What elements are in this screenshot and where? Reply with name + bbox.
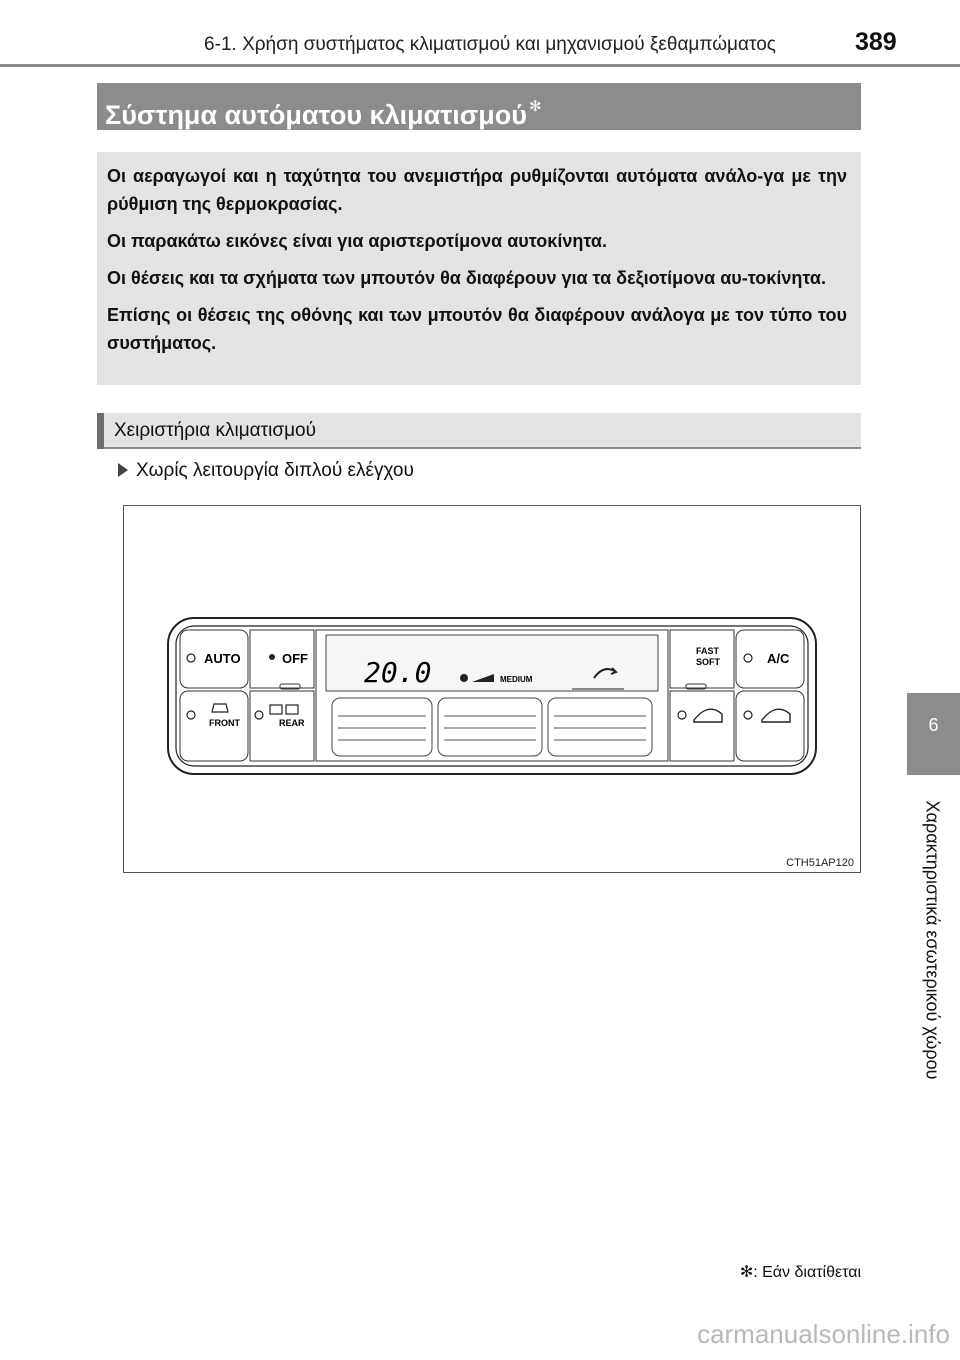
- display-temperature: 20.0: [364, 656, 432, 689]
- climate-panel-figure: [123, 505, 861, 873]
- subsection-accent: [97, 413, 104, 449]
- running-header-title: 6-1. Χρήση συστήματος κλιματισμού και μηχανισμού ξεθαμπώματος: [204, 34, 776, 55]
- svg-text:OFF: OFF: [282, 651, 308, 666]
- bullet-text: Χωρίς λειτουργία διπλού ελέγχου: [136, 460, 414, 481]
- intro-paragraph: Οι αεραγωγοί και η ταχύτητα του ανεμιστήρα ρυθμίζονται αυτόματα ανάλο-γα με την ρύθμιση της θερμοκρασίας.: [107, 166, 847, 214]
- svg-text:SOFT: SOFT: [696, 657, 720, 667]
- watermark: carmanualsonline.info: [697, 1319, 950, 1349]
- page-number: 389: [855, 28, 897, 56]
- intro-box: [97, 152, 861, 385]
- footnote: ✻: Εάν διατίθεται: [739, 1264, 861, 1281]
- intro-paragraph: Επίσης οι θέσεις της οθόνης και των μπουτόν θα διαφέρουν ανάλογα με τον τύπο του συστήματος.: [107, 305, 847, 353]
- display-fan-icon: [460, 674, 468, 682]
- svg-text:AUTO: AUTO: [204, 651, 241, 666]
- figure-code: CTH51AP120: [786, 857, 854, 869]
- subsection-heading-bar: [97, 413, 861, 449]
- section-title-bar: [97, 83, 861, 130]
- section-title: Σύστημα αυτόματου κλιματισμού: [105, 100, 527, 130]
- fan-icon: [269, 654, 275, 660]
- display-mode: MEDIUM: [500, 675, 533, 684]
- optional-equipment-mark: ✻: [528, 98, 542, 115]
- header-divider: [0, 64, 960, 67]
- bullet-item: [118, 460, 414, 482]
- subsection-title: Χειριστήρια κλιματισμού: [114, 420, 316, 441]
- intro-paragraph: Οι θέσεις και τα σχήματα των μπουτόν θα διαφέρουν για τα δεξιοτίμονα αυ-τοκίνητα.: [107, 268, 826, 288]
- climate-control-panel-illustration: [124, 506, 860, 872]
- svg-text:FAST: FAST: [696, 646, 720, 656]
- triangle-bullet-icon: [118, 463, 128, 477]
- svg-text:REAR: REAR: [279, 718, 305, 728]
- svg-text:A/C: A/C: [767, 651, 790, 666]
- chapter-side-title: Χαρακτηριστικά εσωτερικού χώρου: [922, 800, 943, 1080]
- svg-text:FRONT: FRONT: [209, 718, 240, 728]
- chapter-number: 6: [928, 715, 939, 735]
- chapter-tab: [907, 693, 960, 775]
- intro-paragraph: Οι παρακάτω εικόνες είναι για αριστεροτίμονα αυτοκίνητα.: [107, 231, 607, 251]
